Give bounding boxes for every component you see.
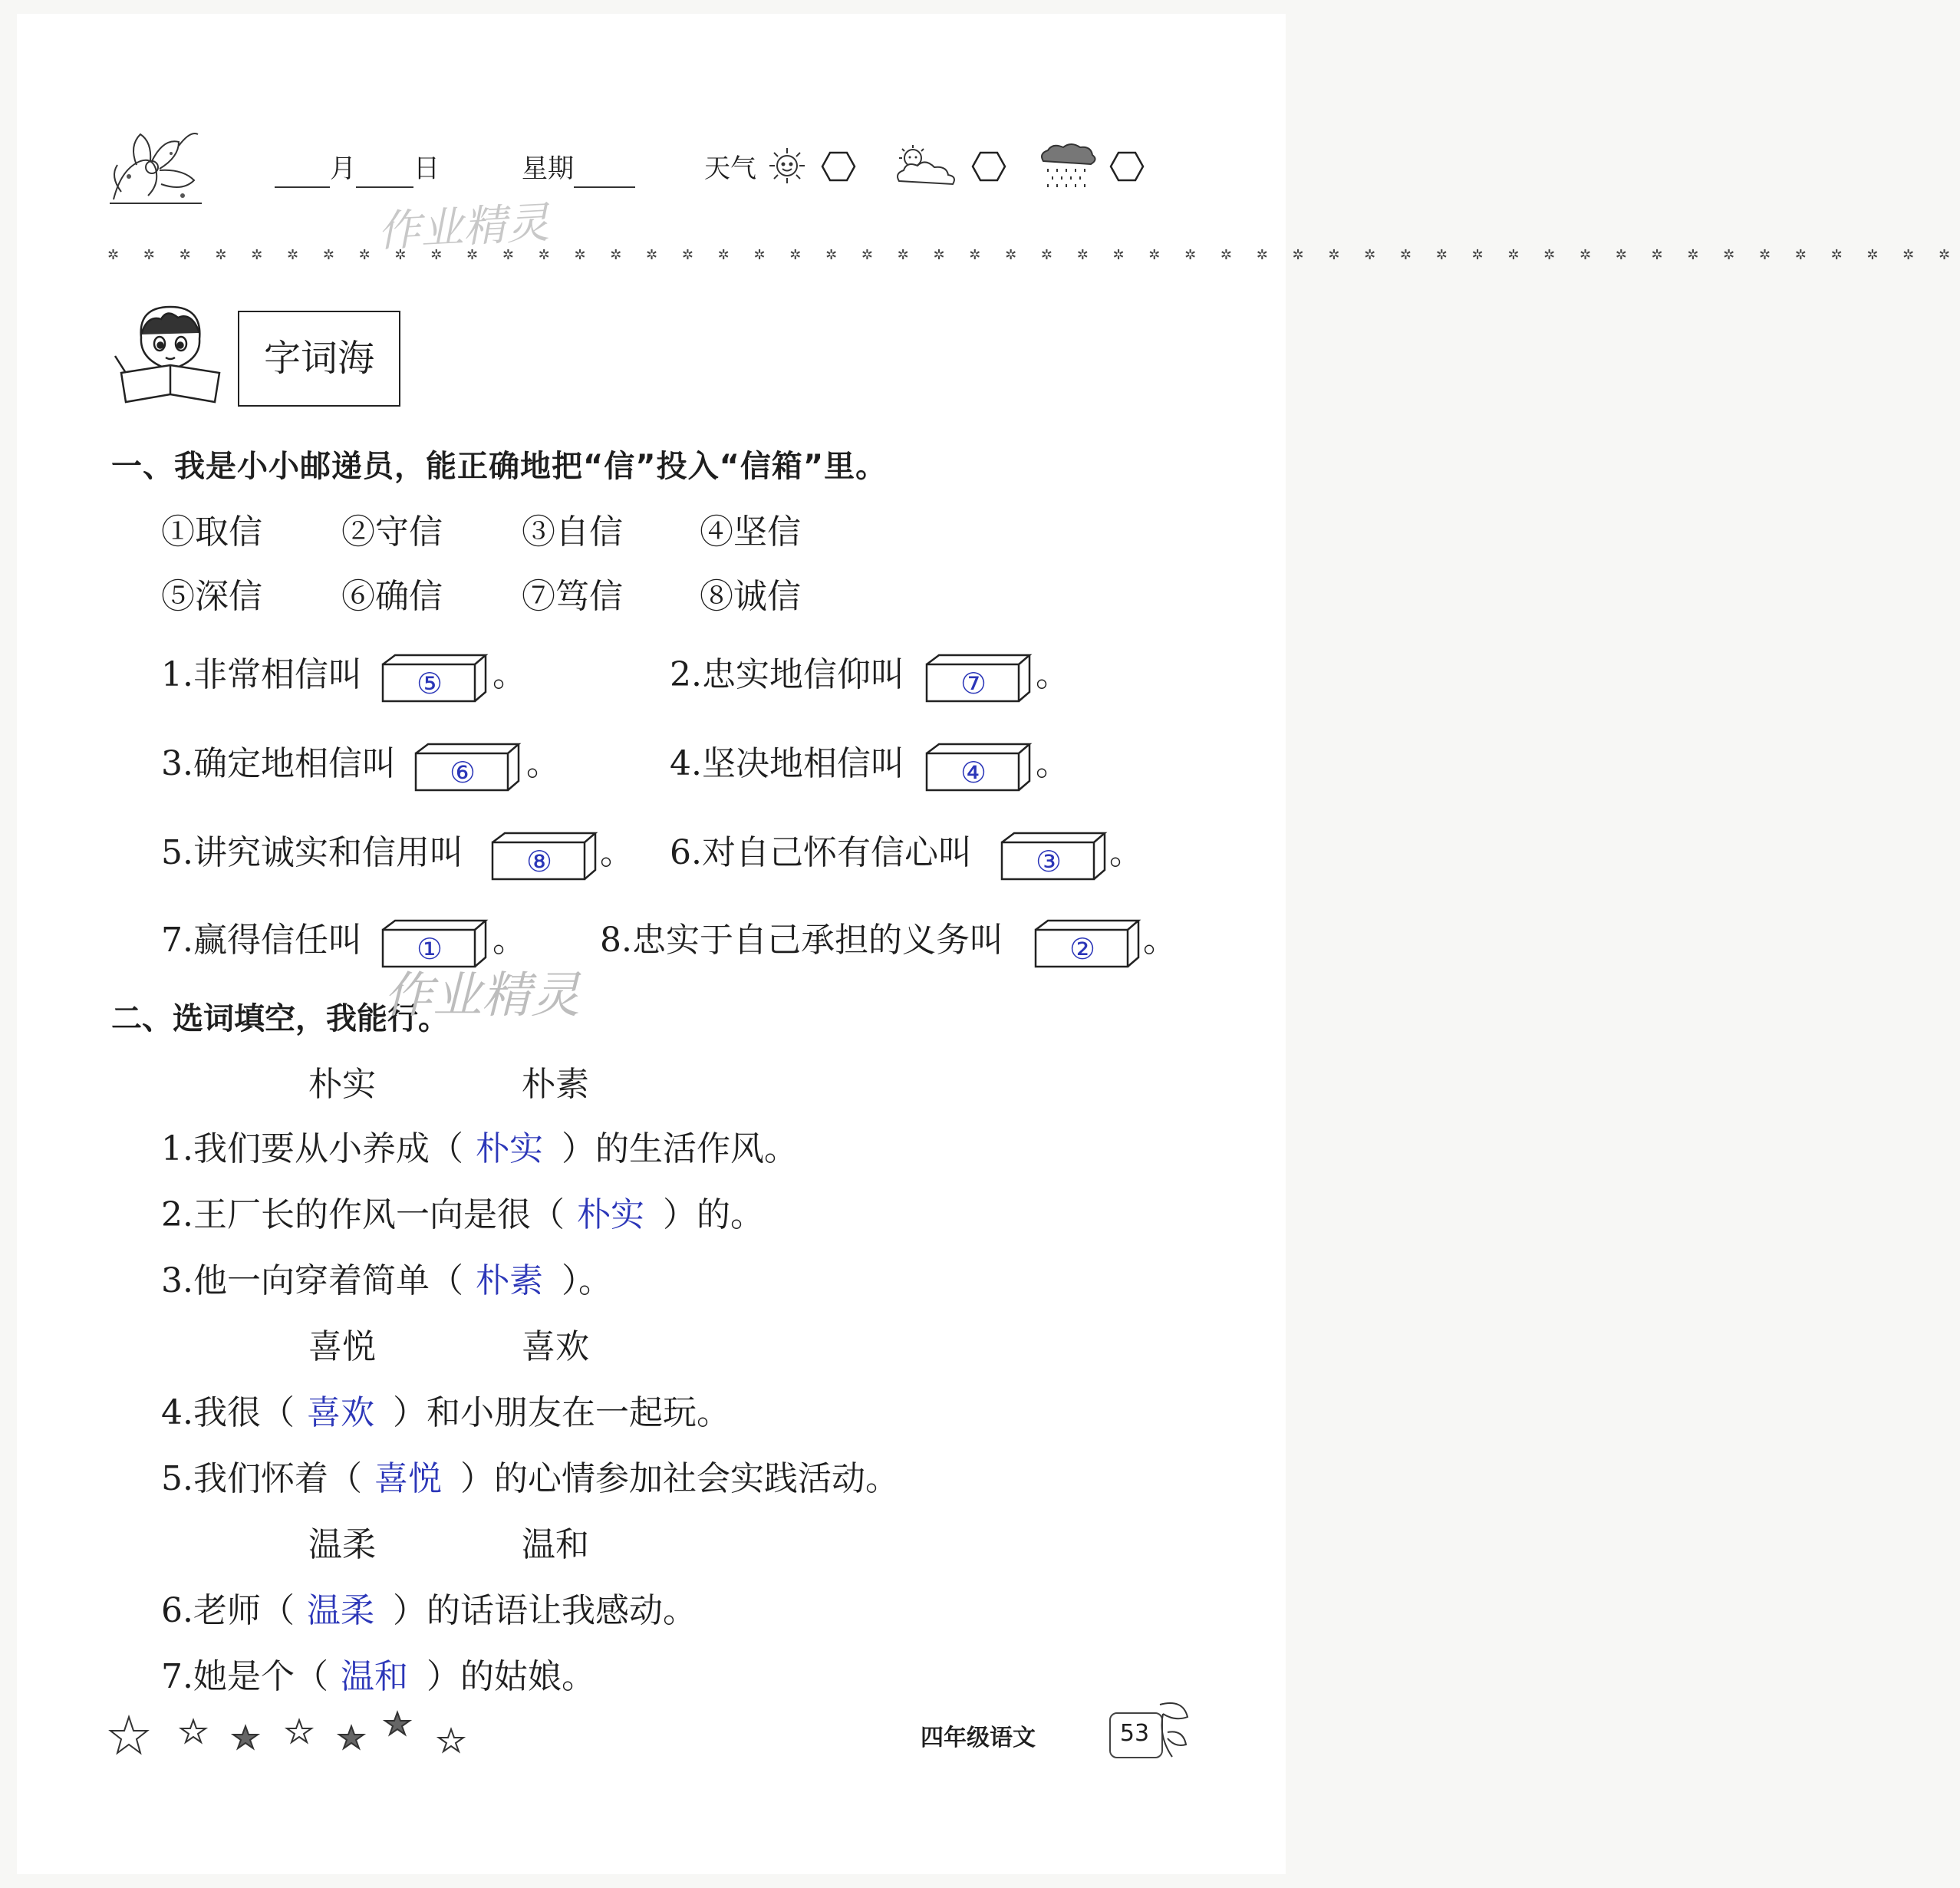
- part2-heading: 二、选词填空，我能行。: [111, 1001, 449, 1036]
- question-2-end: 。: [1036, 655, 1069, 694]
- option-3: ③自信: [522, 512, 623, 552]
- fill-answer-3[interactable]: 朴素: [475, 1261, 543, 1300]
- option-4: ④坚信: [700, 512, 801, 552]
- flower-decoration-icon: [106, 123, 206, 207]
- fill-item-2: [161, 1194, 764, 1237]
- answer-box-6[interactable]: [1000, 832, 1108, 876]
- fill-item-7-pre: 7.她是个（: [161, 1657, 328, 1696]
- weekday-label: 星期: [522, 153, 574, 184]
- option-2: ②守信: [341, 512, 443, 552]
- footer-subject: 四年级语文: [921, 1725, 1036, 1751]
- fill-answer-6[interactable]: 温柔: [306, 1591, 374, 1630]
- fill-item-6-post: ）的话语让我感动。: [392, 1591, 697, 1630]
- month-label: 月: [330, 153, 356, 184]
- answer-5: ⑧: [525, 845, 553, 878]
- fill-item-6: [161, 1590, 697, 1633]
- question-1-end: 。: [492, 655, 526, 694]
- fill-item-1-post: ）的生活作风。: [561, 1129, 798, 1168]
- word-choice-1b: 朴素: [522, 1065, 589, 1104]
- fill-item-4-post: ）和小朋友在一起玩。: [392, 1393, 730, 1432]
- fill-item-6-pre: 6.老师（: [161, 1591, 295, 1630]
- weather-label: 天气: [704, 153, 756, 184]
- fill-item-5: [161, 1458, 899, 1501]
- fill-item-1: [161, 1128, 798, 1171]
- sunny-hexagon-icon[interactable]: [821, 151, 856, 182]
- answer-6: ③: [1035, 845, 1062, 878]
- word-choice-2b: 喜欢: [522, 1327, 589, 1366]
- question-6-end: 。: [1109, 833, 1143, 872]
- fill-item-4-pre: 4.我很（: [161, 1393, 295, 1432]
- question-8-text: 8.忠实于自己承担的义务叫: [600, 921, 1003, 960]
- fill-answer-2[interactable]: 朴实: [576, 1195, 644, 1234]
- cloudy-icon: [891, 143, 960, 190]
- month-blank[interactable]: [275, 154, 330, 188]
- option-1: ①取信: [161, 512, 262, 552]
- question-2-text: 2.忠实地信仰叫: [670, 655, 904, 694]
- word-choice-3a: 温柔: [308, 1525, 376, 1564]
- fill-item-5-post: ）的心情参加社会实践活动。: [460, 1459, 899, 1498]
- question-1-text: 1.非常相信叫: [161, 655, 362, 694]
- option-8: ⑧诚信: [700, 577, 801, 616]
- fill-item-1-pre: 1.我们要从小养成（: [161, 1129, 463, 1168]
- part1-heading: 一、我是小小邮递员，能正确地把“信”投入“信箱”里。: [111, 449, 888, 484]
- question-3-end: 。: [526, 744, 560, 783]
- question-8-end: 。: [1143, 921, 1177, 960]
- fill-item-3-pre: 3.他一向穿着简单（: [161, 1261, 463, 1300]
- word-choice-3b: 温和: [522, 1525, 589, 1564]
- reading-boy-icon: [107, 299, 230, 407]
- answer-box-8[interactable]: [1034, 919, 1141, 964]
- answer-box-5[interactable]: [491, 832, 598, 876]
- fill-item-5-pre: 5.我们怀着（: [161, 1459, 362, 1498]
- fill-item-3-post: ）。: [561, 1261, 612, 1300]
- watermark-top: 作业精灵: [376, 198, 551, 257]
- word-choice-1a: 朴实: [308, 1065, 376, 1104]
- watermark-middle: 作业精灵: [384, 967, 580, 1024]
- question-7-end: 。: [492, 921, 526, 960]
- page-number: 53: [1119, 1720, 1150, 1747]
- fill-answer-1[interactable]: 朴实: [475, 1129, 543, 1168]
- fill-answer-7[interactable]: 温和: [340, 1657, 408, 1696]
- option-7: ⑦笃信: [522, 577, 623, 616]
- answer-1: ⑤: [416, 667, 443, 700]
- question-6-text: 6.对自己怀有信心叫: [670, 833, 972, 872]
- answer-box-1[interactable]: [381, 654, 489, 698]
- word-choice-2a: 喜悦: [308, 1327, 376, 1366]
- divider-dots: ✲ ✲ ✲ ✲ ✲ ✲ ✲ ✲ ✲ ✲ ✲ ✲ ✲ ✲ ✲ ✲ ✲ ✲ ✲ ✲ ✲ ✲ ✲ ✲ ✲ ✲ ✲ ✲ ✲ ✲ ✲ ✲ ✲ ✲ ✲ ✲ ✲ ✲ ✲ ✲ ✲ ✲ ✲ ✲ ✲ ✲ ✲ ✲ ✲ ✲ ✲ ✲: [107, 247, 1960, 263]
- fill-item-7: [161, 1656, 595, 1699]
- fill-answer-4[interactable]: 喜欢: [306, 1393, 374, 1432]
- fill-answer-5[interactable]: 喜悦: [374, 1459, 442, 1498]
- answer-box-4[interactable]: [925, 743, 1033, 787]
- day-label: 日: [413, 153, 440, 184]
- date-line: [275, 150, 440, 188]
- question-5-end: 。: [600, 833, 634, 872]
- question-5-text: 5.讲究诚实和信用叫: [161, 833, 463, 872]
- question-3-text: 3.确定地相信叫: [161, 744, 396, 783]
- answer-3: ⑥: [449, 756, 476, 789]
- option-5: ⑤深信: [161, 577, 262, 616]
- answer-8: ②: [1069, 932, 1096, 966]
- day-blank[interactable]: [356, 154, 413, 188]
- fill-item-7-post: ）的姑娘。: [426, 1657, 595, 1696]
- answer-box-2[interactable]: [925, 654, 1033, 698]
- weekday-line: [522, 150, 635, 188]
- stars-decoration-icon: [107, 1709, 476, 1763]
- question-4-text: 4.坚决地相信叫: [670, 744, 904, 783]
- fill-item-3: [161, 1260, 612, 1303]
- answer-4: ④: [960, 756, 987, 789]
- weekday-blank[interactable]: [574, 154, 635, 188]
- answer-box-3[interactable]: [414, 743, 522, 787]
- answer-2: ⑦: [960, 667, 987, 700]
- cloudy-hexagon-icon[interactable]: [971, 151, 1006, 182]
- section-title-box: 字词海: [238, 311, 400, 407]
- answer-box-7[interactable]: [381, 919, 489, 964]
- question-7-text: 7.赢得信任叫: [161, 921, 362, 960]
- sunny-icon: [767, 146, 807, 186]
- option-6: ⑥确信: [341, 577, 443, 616]
- fill-item-4: [161, 1392, 730, 1435]
- rainy-hexagon-icon[interactable]: [1109, 151, 1145, 182]
- question-4-end: 。: [1036, 744, 1069, 783]
- answer-7: ①: [416, 932, 443, 966]
- rainy-icon: [1037, 141, 1099, 192]
- fill-item-2-pre: 2.王厂长的作风一向是很（: [161, 1195, 565, 1234]
- fill-item-2-post: ）的。: [662, 1195, 764, 1234]
- leaf-decoration-icon: [1152, 1699, 1192, 1760]
